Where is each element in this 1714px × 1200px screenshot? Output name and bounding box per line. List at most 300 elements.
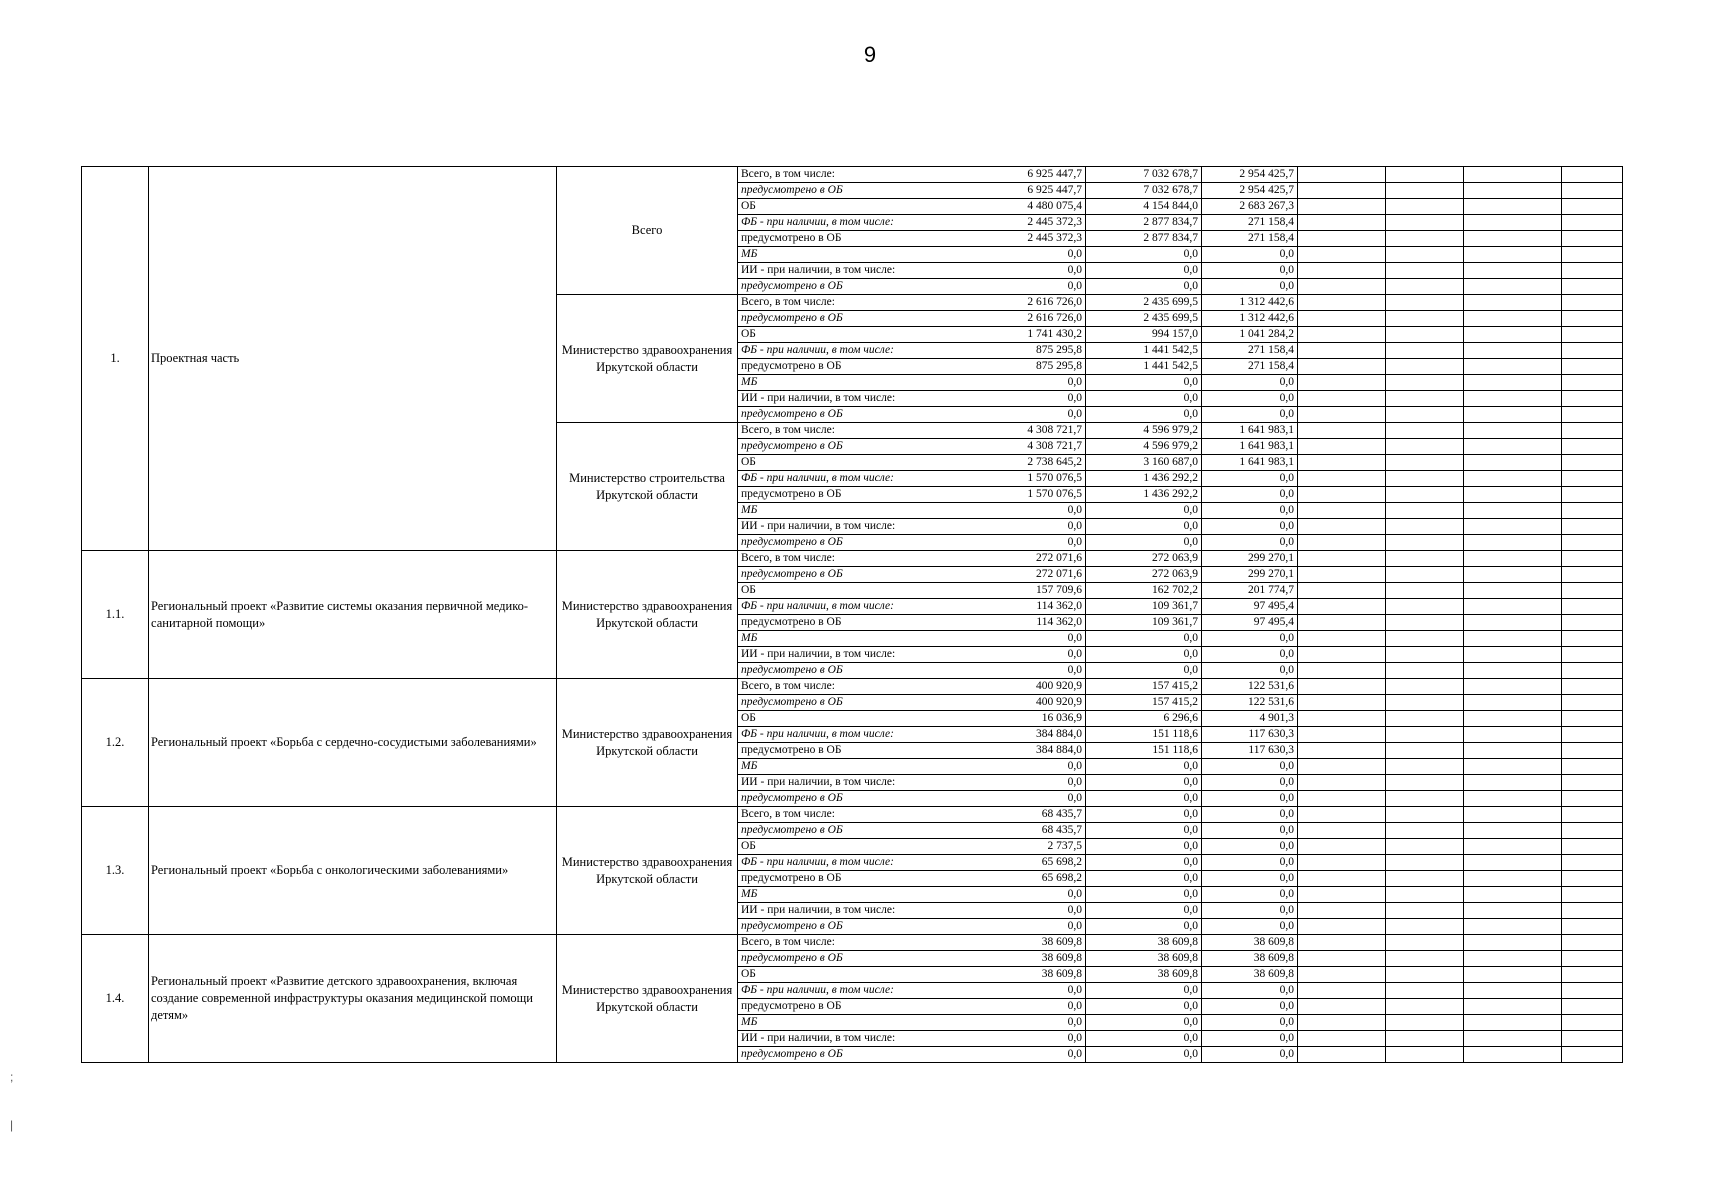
- empty-cell: [1386, 775, 1464, 791]
- table-row: [82, 807, 1623, 823]
- empty-cell: [1298, 951, 1386, 967]
- empty-cell: [1298, 407, 1386, 423]
- empty-cell: [1562, 663, 1623, 679]
- empty-cell: [1386, 663, 1464, 679]
- empty-cell: [1386, 391, 1464, 407]
- funding-source: предусмотрено в ОБ: [738, 951, 970, 967]
- empty-cell: [1298, 679, 1386, 695]
- empty-cell: [1562, 487, 1623, 503]
- empty-cell: [1298, 855, 1386, 871]
- value-cell: 0,0: [1086, 1047, 1202, 1063]
- empty-cell: [1298, 1031, 1386, 1047]
- value-cell: 0,0: [1202, 839, 1298, 855]
- value-cell: 272 063,9: [1086, 567, 1202, 583]
- empty-cell: [1464, 823, 1562, 839]
- funding-source: предусмотрено в ОБ: [738, 615, 970, 631]
- empty-cell: [1386, 583, 1464, 599]
- empty-cell: [1386, 199, 1464, 215]
- empty-cell: [1386, 983, 1464, 999]
- empty-cell: [1298, 551, 1386, 567]
- value-cell: 0,0: [1086, 263, 1202, 279]
- empty-cell: [1386, 487, 1464, 503]
- empty-cell: [1464, 407, 1562, 423]
- value-cell: 400 920,9: [970, 695, 1086, 711]
- empty-cell: [1386, 919, 1464, 935]
- empty-cell: [1464, 743, 1562, 759]
- empty-cell: [1386, 567, 1464, 583]
- empty-cell: [1464, 343, 1562, 359]
- empty-cell: [1464, 567, 1562, 583]
- value-cell: 271 158,4: [1202, 359, 1298, 375]
- empty-cell: [1562, 423, 1623, 439]
- value-cell: 0,0: [1086, 919, 1202, 935]
- empty-cell: [1464, 295, 1562, 311]
- value-cell: 109 361,7: [1086, 599, 1202, 615]
- empty-cell: [1562, 903, 1623, 919]
- empty-cell: [1298, 247, 1386, 263]
- value-cell: 201 774,7: [1202, 583, 1298, 599]
- funding-source: ОБ: [738, 967, 970, 983]
- empty-cell: [1562, 167, 1623, 183]
- value-cell: 0,0: [1086, 999, 1202, 1015]
- empty-cell: [1298, 487, 1386, 503]
- value-cell: 0,0: [1202, 791, 1298, 807]
- funding-source: предусмотрено в ОБ: [738, 231, 970, 247]
- empty-cell: [1386, 759, 1464, 775]
- funding-source: предусмотрено в ОБ: [738, 663, 970, 679]
- empty-cell: [1386, 455, 1464, 471]
- empty-cell: [1464, 647, 1562, 663]
- empty-cell: [1464, 551, 1562, 567]
- empty-cell: [1386, 439, 1464, 455]
- value-cell: 1 441 542,5: [1086, 359, 1202, 375]
- empty-cell: [1464, 199, 1562, 215]
- value-cell: 271 158,4: [1202, 215, 1298, 231]
- value-cell: 0,0: [1202, 247, 1298, 263]
- empty-cell: [1298, 567, 1386, 583]
- value-cell: 6 925 447,7: [970, 167, 1086, 183]
- value-cell: 0,0: [1202, 1015, 1298, 1031]
- empty-cell: [1464, 247, 1562, 263]
- empty-cell: [1298, 887, 1386, 903]
- value-cell: 68 435,7: [970, 823, 1086, 839]
- funding-source: ИИ - при наличии, в том числе:: [738, 391, 970, 407]
- empty-cell: [1464, 711, 1562, 727]
- funding-source: МБ: [738, 1015, 970, 1031]
- value-cell: 2 737,5: [970, 839, 1086, 855]
- value-cell: 0,0: [1086, 903, 1202, 919]
- margin-mark: |: [10, 1118, 14, 1132]
- empty-cell: [1464, 855, 1562, 871]
- funding-source: ИИ - при наличии, в том числе:: [738, 775, 970, 791]
- value-cell: 97 495,4: [1202, 615, 1298, 631]
- empty-cell: [1464, 727, 1562, 743]
- empty-cell: [1298, 695, 1386, 711]
- funding-source: ИИ - при наличии, в том числе:: [738, 1031, 970, 1047]
- value-cell: 0,0: [970, 519, 1086, 535]
- value-cell: 38 609,8: [970, 967, 1086, 983]
- empty-cell: [1562, 647, 1623, 663]
- empty-cell: [1464, 439, 1562, 455]
- value-cell: 0,0: [970, 647, 1086, 663]
- empty-cell: [1464, 919, 1562, 935]
- value-cell: 114 362,0: [970, 599, 1086, 615]
- value-cell: 1 741 430,2: [970, 327, 1086, 343]
- funding-source: МБ: [738, 503, 970, 519]
- empty-cell: [1298, 295, 1386, 311]
- empty-cell: [1298, 519, 1386, 535]
- value-cell: 0,0: [1202, 999, 1298, 1015]
- value-cell: 0,0: [1202, 519, 1298, 535]
- empty-cell: [1386, 551, 1464, 567]
- empty-cell: [1386, 343, 1464, 359]
- value-cell: 0,0: [970, 279, 1086, 295]
- empty-cell: [1562, 359, 1623, 375]
- value-cell: 2 435 699,5: [1086, 295, 1202, 311]
- empty-cell: [1386, 1015, 1464, 1031]
- value-cell: 272 071,6: [970, 551, 1086, 567]
- empty-cell: [1298, 615, 1386, 631]
- page-number: 9: [863, 42, 877, 67]
- value-cell: 4 308 721,7: [970, 439, 1086, 455]
- empty-cell: [1464, 215, 1562, 231]
- value-cell: 1 641 983,1: [1202, 439, 1298, 455]
- empty-cell: [1298, 375, 1386, 391]
- value-cell: 157 709,6: [970, 583, 1086, 599]
- executor-name: Всего: [557, 167, 738, 295]
- empty-cell: [1464, 535, 1562, 551]
- empty-cell: [1464, 359, 1562, 375]
- empty-cell: [1386, 807, 1464, 823]
- empty-cell: [1562, 391, 1623, 407]
- empty-cell: [1562, 343, 1623, 359]
- empty-cell: [1562, 935, 1623, 951]
- value-cell: 272 063,9: [1086, 551, 1202, 567]
- value-cell: 157 415,2: [1086, 695, 1202, 711]
- value-cell: 1 436 292,2: [1086, 471, 1202, 487]
- empty-cell: [1386, 423, 1464, 439]
- value-cell: 0,0: [970, 663, 1086, 679]
- value-cell: 0,0: [1086, 823, 1202, 839]
- value-cell: 0,0: [1202, 503, 1298, 519]
- value-cell: 0,0: [1202, 647, 1298, 663]
- empty-cell: [1386, 679, 1464, 695]
- value-cell: 122 531,6: [1202, 695, 1298, 711]
- value-cell: 0,0: [970, 759, 1086, 775]
- empty-cell: [1464, 951, 1562, 967]
- empty-cell: [1562, 327, 1623, 343]
- value-cell: 0,0: [1202, 983, 1298, 999]
- value-cell: 6 296,6: [1086, 711, 1202, 727]
- empty-cell: [1298, 599, 1386, 615]
- funding-source: предусмотрено в ОБ: [738, 919, 970, 935]
- empty-cell: [1464, 519, 1562, 535]
- empty-cell: [1298, 231, 1386, 247]
- empty-cell: [1464, 807, 1562, 823]
- empty-cell: [1298, 807, 1386, 823]
- empty-cell: [1562, 471, 1623, 487]
- value-cell: 0,0: [1086, 503, 1202, 519]
- section-name: Проектная часть: [149, 167, 557, 551]
- value-cell: 0,0: [1202, 487, 1298, 503]
- value-cell: 0,0: [1202, 1047, 1298, 1063]
- value-cell: 0,0: [1086, 647, 1202, 663]
- empty-cell: [1464, 231, 1562, 247]
- empty-cell: [1298, 439, 1386, 455]
- empty-cell: [1298, 311, 1386, 327]
- empty-cell: [1298, 1047, 1386, 1063]
- empty-cell: [1464, 279, 1562, 295]
- value-cell: 1 441 542,5: [1086, 343, 1202, 359]
- empty-cell: [1562, 375, 1623, 391]
- value-cell: 2 954 425,7: [1202, 167, 1298, 183]
- value-cell: 4 596 979,2: [1086, 423, 1202, 439]
- empty-cell: [1386, 247, 1464, 263]
- empty-cell: [1562, 455, 1623, 471]
- empty-cell: [1298, 919, 1386, 935]
- empty-cell: [1386, 279, 1464, 295]
- empty-cell: [1386, 1031, 1464, 1047]
- value-cell: 0,0: [1202, 263, 1298, 279]
- empty-cell: [1386, 647, 1464, 663]
- value-cell: 0,0: [1202, 1031, 1298, 1047]
- value-cell: 271 158,4: [1202, 343, 1298, 359]
- funding-source: предусмотрено в ОБ: [738, 567, 970, 583]
- empty-cell: [1562, 679, 1623, 695]
- value-cell: 0,0: [970, 999, 1086, 1015]
- funding-source: ФБ - при наличии, в том числе:: [738, 343, 970, 359]
- value-cell: 0,0: [1086, 631, 1202, 647]
- table-row: [82, 679, 1623, 695]
- empty-cell: [1464, 935, 1562, 951]
- empty-cell: [1562, 263, 1623, 279]
- empty-cell: [1464, 631, 1562, 647]
- empty-cell: [1386, 615, 1464, 631]
- empty-cell: [1386, 695, 1464, 711]
- empty-cell: [1386, 359, 1464, 375]
- empty-cell: [1298, 199, 1386, 215]
- empty-cell: [1298, 999, 1386, 1015]
- empty-cell: [1386, 471, 1464, 487]
- section-name: Региональный проект «Борьба с онкологическими заболеваниями»: [149, 807, 557, 935]
- value-cell: 0,0: [1202, 759, 1298, 775]
- empty-cell: [1562, 295, 1623, 311]
- value-cell: 0,0: [1086, 247, 1202, 263]
- empty-cell: [1298, 391, 1386, 407]
- empty-cell: [1464, 871, 1562, 887]
- value-cell: 4 596 979,2: [1086, 439, 1202, 455]
- empty-cell: [1386, 967, 1464, 983]
- table-row: [82, 167, 1623, 183]
- value-cell: 1 436 292,2: [1086, 487, 1202, 503]
- value-cell: 7 032 678,7: [1086, 167, 1202, 183]
- empty-cell: [1298, 279, 1386, 295]
- funding-source: предусмотрено в ОБ: [738, 743, 970, 759]
- funding-source: Всего, в том числе:: [738, 935, 970, 951]
- funding-source: ФБ - при наличии, в том числе:: [738, 727, 970, 743]
- empty-cell: [1464, 183, 1562, 199]
- value-cell: 0,0: [970, 1047, 1086, 1063]
- empty-cell: [1298, 503, 1386, 519]
- funding-source: Всего, в том числе:: [738, 167, 970, 183]
- value-cell: 0,0: [970, 535, 1086, 551]
- value-cell: 0,0: [970, 407, 1086, 423]
- empty-cell: [1298, 871, 1386, 887]
- empty-cell: [1562, 823, 1623, 839]
- funding-source: ФБ - при наличии, в том числе:: [738, 855, 970, 871]
- value-cell: 117 630,3: [1202, 743, 1298, 759]
- empty-cell: [1562, 535, 1623, 551]
- empty-cell: [1562, 567, 1623, 583]
- funding-source: предусмотрено в ОБ: [738, 999, 970, 1015]
- empty-cell: [1562, 551, 1623, 567]
- value-cell: 65 698,2: [970, 871, 1086, 887]
- empty-cell: [1562, 183, 1623, 199]
- value-cell: 400 920,9: [970, 679, 1086, 695]
- section-name: Региональный проект «Борьба с сердечно-сосудистыми заболеваниями»: [149, 679, 557, 807]
- value-cell: 3 160 687,0: [1086, 455, 1202, 471]
- empty-cell: [1464, 695, 1562, 711]
- empty-cell: [1464, 311, 1562, 327]
- table-row: [82, 551, 1623, 567]
- empty-cell: [1562, 1031, 1623, 1047]
- executor-name: Министерство здравоохранения Иркутской области: [557, 807, 738, 935]
- value-cell: 0,0: [1202, 663, 1298, 679]
- value-cell: 875 295,8: [970, 343, 1086, 359]
- empty-cell: [1386, 519, 1464, 535]
- value-cell: 0,0: [1086, 871, 1202, 887]
- executor-name: Министерство строительства Иркутской области: [557, 423, 738, 551]
- value-cell: 0,0: [970, 903, 1086, 919]
- empty-cell: [1298, 631, 1386, 647]
- value-cell: 0,0: [1086, 839, 1202, 855]
- value-cell: 0,0: [1202, 807, 1298, 823]
- empty-cell: [1298, 455, 1386, 471]
- value-cell: 38 609,8: [1202, 967, 1298, 983]
- value-cell: 0,0: [1202, 535, 1298, 551]
- empty-cell: [1562, 695, 1623, 711]
- empty-cell: [1298, 743, 1386, 759]
- value-cell: 0,0: [1202, 375, 1298, 391]
- value-cell: 0,0: [1086, 407, 1202, 423]
- value-cell: 1 570 076,5: [970, 487, 1086, 503]
- empty-cell: [1562, 855, 1623, 871]
- value-cell: 0,0: [1202, 823, 1298, 839]
- empty-cell: [1464, 679, 1562, 695]
- value-cell: 0,0: [970, 919, 1086, 935]
- value-cell: 38 609,8: [1086, 951, 1202, 967]
- value-cell: 384 884,0: [970, 727, 1086, 743]
- empty-cell: [1562, 839, 1623, 855]
- value-cell: 0,0: [970, 775, 1086, 791]
- empty-cell: [1298, 711, 1386, 727]
- value-cell: 0,0: [1202, 471, 1298, 487]
- value-cell: 0,0: [1086, 663, 1202, 679]
- empty-cell: [1562, 999, 1623, 1015]
- value-cell: 0,0: [1086, 279, 1202, 295]
- section-name: Региональный проект «Развитие детского здравоохранения, включая создание современной инфраструктуры оказания медицинской помощи детям»: [149, 935, 557, 1063]
- empty-cell: [1464, 615, 1562, 631]
- empty-cell: [1562, 199, 1623, 215]
- value-cell: 38 609,8: [1202, 935, 1298, 951]
- executor-name: Министерство здравоохранения Иркутской области: [557, 295, 738, 423]
- empty-cell: [1562, 711, 1623, 727]
- value-cell: 0,0: [1086, 535, 1202, 551]
- empty-cell: [1298, 727, 1386, 743]
- empty-cell: [1386, 791, 1464, 807]
- funding-source: ИИ - при наличии, в том числе:: [738, 903, 970, 919]
- value-cell: 0,0: [1202, 775, 1298, 791]
- funding-source: МБ: [738, 759, 970, 775]
- value-cell: 65 698,2: [970, 855, 1086, 871]
- funding-source: ОБ: [738, 455, 970, 471]
- value-cell: 2 738 645,2: [970, 455, 1086, 471]
- value-cell: 1 641 983,1: [1202, 455, 1298, 471]
- funding-source: ОБ: [738, 199, 970, 215]
- funding-source: ФБ - при наличии, в том числе:: [738, 215, 970, 231]
- value-cell: 117 630,3: [1202, 727, 1298, 743]
- value-cell: 157 415,2: [1086, 679, 1202, 695]
- empty-cell: [1562, 503, 1623, 519]
- empty-cell: [1562, 247, 1623, 263]
- value-cell: 2 683 267,3: [1202, 199, 1298, 215]
- value-cell: 151 118,6: [1086, 743, 1202, 759]
- value-cell: 0,0: [1202, 631, 1298, 647]
- value-cell: 0,0: [1086, 807, 1202, 823]
- funding-source: предусмотрено в ОБ: [738, 183, 970, 199]
- value-cell: 1 312 442,6: [1202, 311, 1298, 327]
- empty-cell: [1386, 231, 1464, 247]
- value-cell: 1 312 442,6: [1202, 295, 1298, 311]
- value-cell: 38 609,8: [1086, 967, 1202, 983]
- empty-cell: [1298, 759, 1386, 775]
- funding-source: МБ: [738, 375, 970, 391]
- value-cell: 0,0: [1086, 519, 1202, 535]
- empty-cell: [1464, 839, 1562, 855]
- empty-cell: [1386, 999, 1464, 1015]
- empty-cell: [1386, 631, 1464, 647]
- empty-cell: [1464, 375, 1562, 391]
- funding-source: ФБ - при наличии, в том числе:: [738, 471, 970, 487]
- empty-cell: [1298, 903, 1386, 919]
- value-cell: 0,0: [970, 887, 1086, 903]
- section-number: 1.2.: [82, 679, 149, 807]
- value-cell: 0,0: [970, 375, 1086, 391]
- value-cell: 0,0: [1086, 1015, 1202, 1031]
- empty-cell: [1298, 583, 1386, 599]
- funding-source: МБ: [738, 247, 970, 263]
- value-cell: 2 616 726,0: [970, 295, 1086, 311]
- empty-cell: [1562, 887, 1623, 903]
- value-cell: 0,0: [970, 1031, 1086, 1047]
- empty-cell: [1386, 887, 1464, 903]
- value-cell: 0,0: [970, 247, 1086, 263]
- empty-cell: [1562, 439, 1623, 455]
- empty-cell: [1298, 647, 1386, 663]
- empty-cell: [1298, 839, 1386, 855]
- value-cell: 0,0: [970, 391, 1086, 407]
- empty-cell: [1386, 727, 1464, 743]
- empty-cell: [1298, 535, 1386, 551]
- empty-cell: [1562, 1047, 1623, 1063]
- empty-cell: [1464, 599, 1562, 615]
- executor-name: Министерство здравоохранения Иркутской области: [557, 935, 738, 1063]
- empty-cell: [1562, 407, 1623, 423]
- value-cell: 7 032 678,7: [1086, 183, 1202, 199]
- value-cell: 272 071,6: [970, 567, 1086, 583]
- empty-cell: [1562, 215, 1623, 231]
- empty-cell: [1562, 599, 1623, 615]
